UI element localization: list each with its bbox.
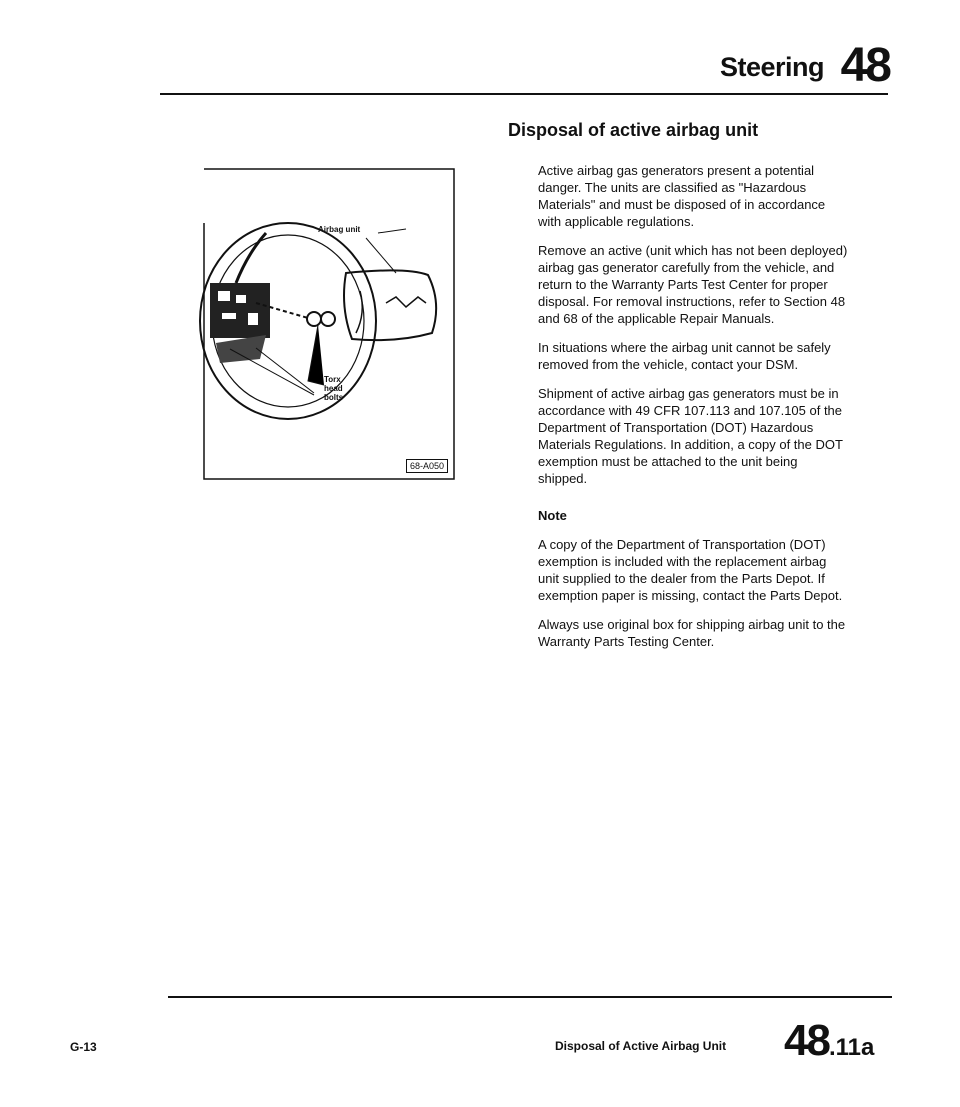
page-number-sub: .11a — [828, 1034, 875, 1061]
paragraph-contact-dsm: In situations where the airbag unit cannot be safely removed from the vehicle, contact your DSM. — [538, 340, 831, 372]
figure-code: 68-A050 — [406, 459, 448, 473]
top-rule — [160, 93, 888, 95]
bottom-rule — [168, 996, 892, 998]
footer-code: G-13 — [70, 1040, 97, 1054]
header-section-name: Steering — [719, 52, 824, 82]
torx-label-line3: bolts — [324, 393, 344, 402]
paragraph-hazard: Active airbag gas generators present a potential danger. The units are classified as "Hazardous Materials" and must be disposed of in accordance with applicable regulations. — [538, 163, 826, 229]
steering-wheel-illustration — [196, 163, 456, 481]
header-section-number: 48 — [840, 39, 890, 92]
torx-label-line2: head — [324, 384, 343, 393]
airbag-unit-label: Airbag unit — [318, 225, 361, 234]
note-heading: Note — [538, 508, 567, 523]
note-paragraph-exemption: A copy of the Department of Transportation (DOT) exemption is included with the replacement airbag unit supplied to the dealer from the Parts Depot. If exemption paper is missing, contact the Parts Depot. — [538, 537, 843, 603]
paragraph-shipment: Shipment of active airbag gas generators must be in accordance with 49 CFR 107.113 and 107.105 of the Department of Transportation (DOT) Hazardous Materials Regulations. In addition, a copy of the DOT exemption must be attached to the unit being shipped. — [538, 386, 843, 486]
torx-label-line1: Torx — [324, 375, 341, 384]
page-number-main: 48 — [784, 1016, 829, 1065]
footer-caption: Disposal of Active Airbag Unit — [555, 1039, 727, 1053]
body-text — [538, 162, 850, 662]
paragraph-removal: Remove an active (unit which has not been deployed) airbag gas generator carefully from the vehicle, and return to the Warranty Parts Test Center for proper disposal. For removal instructions, refer to Section 48 and 68 of the applicable Repair Manuals. — [538, 243, 848, 326]
airbag-figure — [196, 163, 456, 481]
section-title: Disposal of active airbag unit — [508, 120, 759, 140]
note-paragraph-original-box: Always use original box for shipping airbag unit to the Warranty Parts Testing Center. — [538, 617, 846, 649]
page-number — [784, 1016, 874, 1073]
